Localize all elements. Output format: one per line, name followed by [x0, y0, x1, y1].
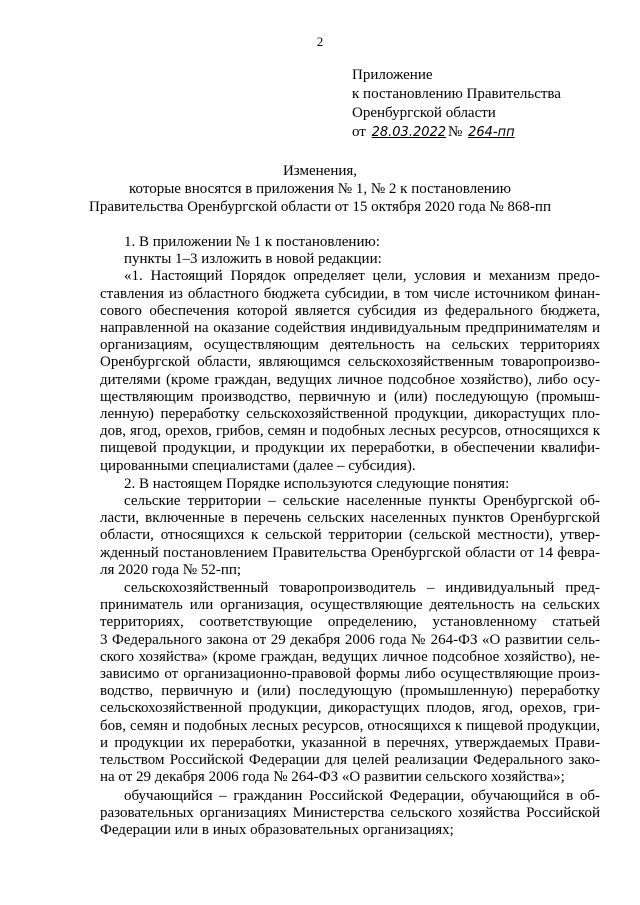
text-line: Федерации или в иных образовательных организациях;	[100, 821, 454, 838]
title-line-2: которые вносятся в приложения № 1, № 2 к постановлению	[129, 181, 511, 197]
text-line: сельскохозяйственный товаропроизводитель – индивидуальный пред-	[124, 580, 600, 597]
text-line: разовательных организациях Министерства сельского хозяйства Российской	[100, 804, 600, 821]
handwritten-date: 28.03.2022	[371, 125, 447, 140]
text-line: ленную) переработку сельскохозяйственной продукции, дикорастущих пло-	[100, 406, 600, 423]
text-line: направленной на оказание содействия индивидуальным предпринимателям и	[100, 320, 600, 337]
text-line: Оренбургской области, являющимся сельскохозяйственным товаропроизво-	[100, 354, 600, 371]
appendix-date-line	[352, 123, 561, 142]
text-line: обучающийся – гражданин Российской Федерации, обучающийся в об-	[124, 787, 600, 804]
text-line: дов, ягод, орехов, грибов, семян и подобных лесных ресурсов, относящихся к	[100, 423, 600, 440]
date-prefix: от	[352, 124, 366, 140]
text-line: зависимо от организационно-правовой формы либо осуществляющие произ-	[100, 666, 600, 683]
text-line: ставления из областного бюджета субсидии, в том числе источником финан-	[100, 285, 600, 302]
document-body	[100, 234, 600, 839]
text-line: дителями (кроме граждан, ведущих личное подсобное хозяйство), либо осу-	[100, 371, 600, 388]
text-line: территориях, соответствующие определению, установленному статьей	[100, 614, 600, 631]
text-line: 2. В настоящем Порядке используются следующие понятия:	[124, 475, 510, 492]
text-line: ля 2020 года № 52-пп;	[100, 561, 242, 578]
text-line: на от 29 декабря 2006 года № 264-ФЗ «О развитии сельского хозяйства»;	[100, 769, 565, 786]
number-prefix: №	[448, 124, 463, 140]
text-line: жденный постановлением Правительства Оренбургской области от 14 февра-	[100, 544, 600, 561]
text-line: ществляющим производство, первичную и (или) последующую (промыш-	[100, 388, 600, 405]
document-title	[0, 162, 640, 216]
text-line: цированными специалистами (далее – субсидия).	[100, 457, 416, 474]
text-line: бов, семян и подобных лесных ресурсов, относящихся к пищевой продукции,	[100, 717, 600, 734]
text-line: 1. В приложении № 1 к постановлению:	[124, 234, 380, 250]
appendix-line-3: Оренбургской области	[352, 105, 496, 121]
text-line: сового обеспечения которой является субсидия из федерального бюджета,	[100, 302, 600, 319]
text-line: сельские территории – сельские населенные пункты Оренбургской об-	[124, 493, 600, 510]
text-line: тельством Российской Федерации для целей реализации Федерального зако-	[100, 752, 600, 769]
appendix-line-1: Приложение	[352, 67, 433, 83]
text-line: ласти, включенные в перечень сельских населенных пунктов Оренбургской	[100, 510, 600, 527]
text-line: ского хозяйства» (кроме граждан, ведущих личное подсобное хозяйство), не-	[100, 648, 600, 665]
title-line-1: Изменения,	[282, 163, 358, 179]
text-line: водство, первичную и (или) последующую (промышленную) переработку	[100, 683, 600, 700]
text-line: сельскохозяйственной продукции, дикорастущих плодов, ягод, орехов, гри-	[100, 700, 600, 717]
text-line: организациям, осуществляющим деятельность на сельских территориях	[100, 337, 600, 354]
page-number: 2	[316, 34, 324, 49]
appendix-header	[352, 66, 561, 142]
text-line: 3 Федерального закона от 29 декабря 2006 года № 264-ФЗ «О развитии сель-	[100, 631, 600, 648]
text-line: пищевой продукции, и продукции их переработки, в обеспечении квалифи-	[100, 440, 600, 457]
text-line: области, относящихся к сельской территории (сельской местности), утвер-	[100, 527, 600, 544]
text-line: «1. Настоящий Порядок определяет цели, условия и механизм предо-	[124, 268, 600, 285]
text-line: и продукции их переработки, указанной в перечнях, утверждаемых Прави-	[100, 734, 600, 751]
text-line: пункты 1–3 изложить в новой редакции:	[124, 251, 382, 268]
title-line-3: Правительства Оренбургской области от 15 октября 2020 года № 868-пп	[89, 199, 551, 215]
handwritten-number: 264-пп	[468, 125, 515, 140]
appendix-line-2: к постановлению Правительства	[352, 86, 561, 102]
text-line: приниматель или организация, осуществляющие деятельность на сельских	[100, 597, 600, 614]
